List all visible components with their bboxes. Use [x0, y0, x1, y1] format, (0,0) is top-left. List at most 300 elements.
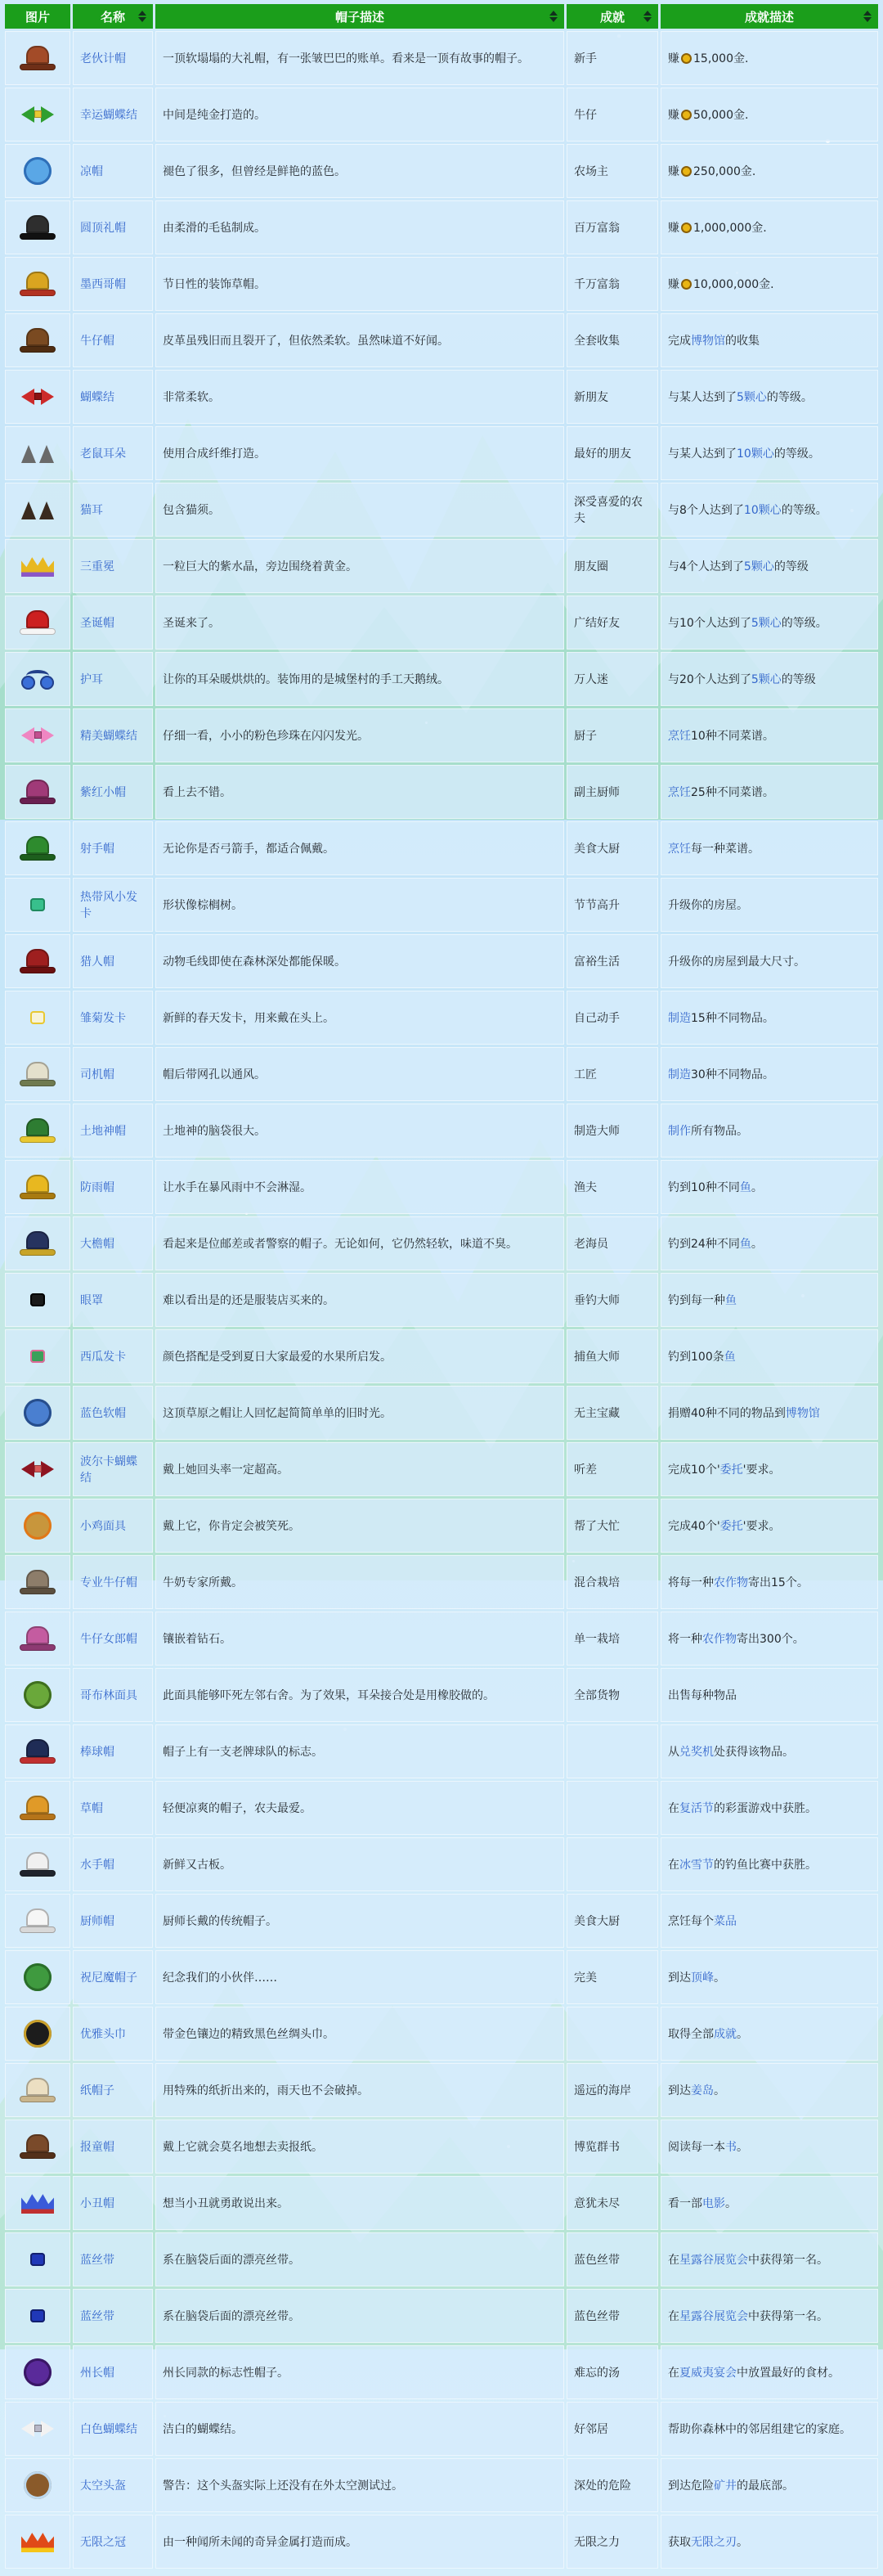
achievement-description-cell: [661, 821, 878, 875]
hat-description-text: 牛奶专家所戴。: [163, 1576, 243, 1589]
inline-text: 将每一种: [668, 1576, 714, 1589]
hat-image-cell: [5, 1837, 70, 1891]
inline-wiki-link[interactable]: 制作: [668, 1125, 691, 1138]
table-row: [5, 200, 878, 254]
inline-text: 。: [725, 2197, 737, 2210]
hat-description-cell: [155, 1160, 564, 1214]
hat-description-cell: [155, 2289, 564, 2343]
hat-icon-part: [21, 106, 34, 123]
inline-text: 25种不同菜谱。: [691, 786, 774, 799]
inline-text: 获取: [668, 2536, 691, 2549]
achievement-text: 好邻居: [574, 2423, 608, 2436]
table-row: [5, 1386, 878, 1440]
inline-wiki-link[interactable]: 委托: [719, 1520, 743, 1533]
achievement-text: 朋友圈: [574, 560, 608, 573]
achievement-text: 单一栽培: [574, 1633, 620, 1646]
hat-name-link[interactable]: 眼罩: [80, 1294, 103, 1307]
achievement-text: 美食大厨: [574, 1915, 620, 1928]
hat-icon-part: [26, 780, 49, 798]
table-row: [5, 2402, 878, 2456]
hat-icon[interactable]: [24, 2020, 52, 2048]
achievement-cell: [567, 1329, 658, 1383]
hat-description-text: 让你的耳朵暖烘烘的。装饰用的是城堡村的手工天鹅绒。: [163, 673, 449, 686]
hat-icon-part: [26, 1739, 49, 1757]
achievement-text: 垂钓大师: [574, 1294, 620, 1307]
achievement-description-cell: [661, 991, 878, 1045]
hat-icon[interactable]: [20, 725, 56, 746]
achievement-text: 自己动手: [574, 1012, 620, 1025]
hat-description-cell: [155, 370, 564, 424]
achievement-description-cell: [661, 2402, 878, 2456]
hat-name-link[interactable]: 猎人帽: [80, 955, 114, 969]
inline-wiki-link[interactable]: 星露谷展览会: [679, 2254, 748, 2267]
hat-icon[interactable]: [30, 2253, 45, 2266]
hat-description-text: 戴上她回头率一定超高。: [163, 1463, 289, 1477]
hat-name-link[interactable]: 雏菊发卡: [80, 1012, 126, 1025]
hat-icon-part: [26, 1626, 49, 1644]
inline-wiki-link[interactable]: 5颗心: [743, 560, 774, 573]
table-row: [5, 2345, 878, 2399]
hat-description-text: 看起来是位邮差或者警察的帽子。无论如何，它仍然轻软，味道不臭。: [163, 1238, 518, 1251]
hat-name-link[interactable]: 射手帽: [80, 843, 114, 856]
hat-icon[interactable]: [20, 947, 56, 975]
achievement-text: 深处的危险: [574, 2479, 631, 2493]
hat-description-cell: [155, 257, 564, 311]
hat-name-link[interactable]: 州长帽: [80, 2367, 114, 2380]
hat-description-text: 皮革虽残旧而且裂开了，但依然柔软。虽然味道不好闻。: [163, 335, 449, 348]
achievement-cell: [567, 2402, 658, 2456]
inline-text: 中放置最好的食材。: [737, 2367, 840, 2380]
sort-icon[interactable]: [138, 11, 146, 22]
hat-icon[interactable]: [24, 1681, 52, 1709]
inline-text: 10,000,000金.: [693, 278, 774, 291]
hat-name-link[interactable]: 无限之冠: [80, 2536, 126, 2549]
hat-description-text: 中间是纯金打造的。: [163, 109, 266, 122]
inline-wiki-link[interactable]: 星露谷展览会: [679, 2310, 748, 2323]
hat-icon-part: [20, 2152, 56, 2159]
inline-text: 的等级。: [773, 447, 820, 461]
achievement-description-cell: [661, 88, 878, 142]
inline-wiki-link[interactable]: 5颗心: [751, 617, 782, 630]
hat-description-cell: [155, 313, 564, 367]
inline-wiki-link[interactable]: 鱼: [739, 1238, 751, 1251]
inline-wiki-link[interactable]: 5颗心: [751, 673, 782, 686]
hat-icon-part: [40, 676, 54, 690]
hat-name-link[interactable]: 凉帽: [80, 165, 103, 178]
inline-wiki-link[interactable]: 成就: [714, 2028, 737, 2041]
inline-wiki-link[interactable]: 夏威夷宴会: [679, 2367, 737, 2380]
achievement-text: 美食大厨: [574, 843, 620, 856]
hat-icon[interactable]: [20, 44, 56, 72]
inline-wiki-link[interactable]: 鱼: [725, 1294, 737, 1307]
hat-icon-part: [26, 949, 49, 967]
hat-description-text: 戴上它就会莫名地想去卖报纸。: [163, 2141, 323, 2154]
hat-icon[interactable]: [20, 1117, 56, 1144]
table-row: [5, 257, 878, 311]
hat-image-cell: [5, 31, 70, 85]
hat-image-cell: [5, 1047, 70, 1101]
achievement-cell: [567, 652, 658, 706]
inline-text: 处获得该物品。: [714, 1746, 794, 1759]
inline-wiki-link[interactable]: 书: [725, 2141, 737, 2154]
hat-icon[interactable]: [30, 1350, 45, 1363]
inline-wiki-link[interactable]: 鱼: [724, 1351, 736, 1364]
inline-wiki-link[interactable]: 顶峰: [691, 1971, 714, 1985]
hat-name-link[interactable]: 大檐帽: [80, 1238, 114, 1251]
hat-name-link[interactable]: 西瓜发卡: [80, 1351, 126, 1364]
hat-name-link[interactable]: 牛仔帽: [80, 335, 114, 348]
inline-wiki-link[interactable]: 委托: [719, 1463, 743, 1477]
inline-text: 。: [751, 1181, 763, 1194]
inline-text: 赚: [668, 222, 679, 235]
inline-text: 钓到10种不同: [668, 1181, 740, 1194]
achievement-text: 无限之力: [574, 2536, 620, 2549]
sort-icon[interactable]: [863, 11, 872, 22]
hat-name-link[interactable]: 祝尼魔帽子: [80, 1971, 137, 1985]
table-row: [5, 1047, 878, 1101]
hat-name-link[interactable]: 热带风小发卡: [80, 891, 137, 920]
achievement-cell: [567, 1724, 658, 1778]
hat-name-link[interactable]: 水手帽: [80, 1859, 114, 1872]
inline-wiki-link[interactable]: 烹饪: [668, 843, 691, 856]
hat-icon-part: [20, 854, 56, 861]
hat-description-text: 无论你是否弓箭手，都适合佩戴。: [163, 843, 334, 856]
achievement-text: 全部货物: [574, 1689, 620, 1702]
hat-name-link[interactable]: 蓝丝带: [80, 2310, 114, 2323]
hat-icon-part: [39, 501, 54, 519]
hat-image-cell: [5, 1160, 70, 1214]
hat-name-link[interactable]: 波尔卡蝴蝶结: [80, 1455, 137, 1485]
achievement-description-cell: [661, 31, 878, 85]
column-header-image: [5, 4, 70, 29]
inline-wiki-link[interactable]: 制造: [668, 1068, 691, 1081]
table-row: [5, 991, 878, 1045]
inline-text: '要求。: [742, 1463, 781, 1477]
inline-text: 15,000金.: [693, 52, 749, 65]
hat-image-cell: [5, 1499, 70, 1553]
hat-image-cell: [5, 878, 70, 932]
inline-wiki-link[interactable]: 无限之刃: [691, 2536, 737, 2549]
hat-name-link[interactable]: 圆顶礼帽: [80, 222, 126, 235]
hat-description-cell: [155, 1047, 564, 1101]
hat-description-text: 一粒巨大的紫水晶，旁边围绕着黄金。: [163, 560, 357, 573]
column-header-achievement-description[interactable]: [661, 4, 878, 29]
inline-text: 到达危险: [668, 2479, 714, 2493]
hat-name-cell: [73, 2402, 153, 2456]
hat-name-link[interactable]: 牛仔女郎帽: [80, 1633, 137, 1646]
hat-icon[interactable]: [24, 1963, 52, 1991]
inline-wiki-link[interactable]: 电影: [702, 2197, 725, 2210]
achievement-text: 新手: [574, 52, 597, 65]
hat-name-link[interactable]: 老伙计帽: [80, 52, 126, 65]
hat-icon[interactable]: [20, 1568, 56, 1596]
hats-table: [2, 2, 881, 2571]
inline-text: 完成40个': [668, 1520, 720, 1533]
inline-text: 钓到每一种: [668, 1294, 725, 1307]
hat-icon[interactable]: [20, 1230, 56, 1257]
inline-wiki-link[interactable]: 博物馆: [785, 1407, 820, 1420]
hat-name-cell: [73, 1837, 153, 1891]
inline-text: 烹饪每个: [668, 1915, 714, 1928]
inline-wiki-link[interactable]: 烹饪: [668, 786, 691, 799]
hat-icon[interactable]: [20, 668, 56, 690]
table-row: [5, 1612, 878, 1666]
hat-name-link[interactable]: 土地神帽: [80, 1125, 126, 1138]
inline-text: 的等级: [781, 673, 816, 686]
hat-icon-part: [26, 1852, 49, 1870]
hat-name-link[interactable]: 三重冕: [80, 560, 114, 573]
hat-name-link[interactable]: 老鼠耳朵: [80, 447, 126, 461]
hat-description-cell: [155, 821, 564, 875]
hat-image-cell: [5, 1950, 70, 2004]
hat-icon[interactable]: [20, 214, 56, 241]
hat-icon[interactable]: [20, 778, 56, 806]
hat-icon-part: [26, 1796, 49, 1814]
hat-icon[interactable]: [21, 555, 54, 577]
hat-name-cell: [73, 934, 153, 988]
achievement-description-cell: [661, 1837, 878, 1891]
hat-image-cell: [5, 652, 70, 706]
achievement-text: 工匠: [574, 1068, 597, 1081]
inline-text: 。: [737, 2536, 748, 2549]
hat-icon-part: [41, 727, 54, 744]
hat-icon[interactable]: [20, 1907, 56, 1935]
achievement-cell: [567, 2232, 658, 2286]
hat-image-cell: [5, 483, 70, 537]
achievement-description-cell: [661, 934, 878, 988]
hat-name-link[interactable]: 蓝色软帽: [80, 1407, 126, 1420]
hat-image-cell: [5, 991, 70, 1045]
hat-name-link[interactable]: 棒球帽: [80, 1746, 114, 1759]
hat-icon[interactable]: [24, 1512, 52, 1540]
hat-icon[interactable]: [20, 270, 56, 298]
hat-icon[interactable]: [20, 1738, 56, 1765]
hat-icon[interactable]: [20, 1850, 56, 1878]
table-row: [5, 1837, 878, 1891]
inline-text: 在: [668, 1859, 679, 1872]
inline-text: 与20个人达到了: [668, 673, 751, 686]
hat-name-link[interactable]: 圣诞帽: [80, 617, 114, 630]
hat-image-cell: [5, 1612, 70, 1666]
hat-description-cell: [155, 1950, 564, 2004]
hat-image-cell: [5, 88, 70, 142]
achievement-text: 百万富翁: [574, 222, 620, 235]
table-row: [5, 1950, 878, 2004]
inline-text: 看一部: [668, 2197, 702, 2210]
achievement-cell: [567, 2289, 658, 2343]
achievement-description-cell: [661, 1104, 878, 1158]
hat-icon[interactable]: [24, 2471, 52, 2499]
hat-image-cell: [5, 1273, 70, 1327]
hat-description-text: 系在脑袋后面的漂亮丝带。: [163, 2254, 300, 2267]
hat-name-link[interactable]: 蓝丝带: [80, 2254, 114, 2267]
hat-icon[interactable]: [20, 609, 56, 636]
hat-image-cell: [5, 313, 70, 367]
hat-name-cell: [73, 1612, 153, 1666]
hat-icon[interactable]: [30, 2309, 45, 2322]
hat-name-cell: [73, 765, 153, 819]
hat-name-link[interactable]: 精美蝴蝶结: [80, 730, 137, 743]
hat-name-link[interactable]: 紫红小帽: [80, 786, 126, 799]
inline-wiki-link[interactable]: 5颗心: [737, 391, 767, 404]
inline-text: 取得全部: [668, 2028, 714, 2041]
inline-wiki-link[interactable]: 10颗心: [737, 447, 774, 461]
inline-wiki-link[interactable]: 矿井: [714, 2479, 737, 2493]
achievement-description-cell: [661, 2232, 878, 2286]
hat-description-text: 镶嵌着钻石。: [163, 1633, 231, 1646]
achievement-text: 听差: [574, 1463, 597, 1477]
inline-wiki-link[interactable]: 农作物: [714, 1576, 748, 1589]
hat-icon[interactable]: [20, 386, 56, 407]
inline-text: 升级你的房屋。: [668, 899, 748, 912]
hat-name-link[interactable]: 防雨帽: [80, 1181, 114, 1194]
achievement-description-cell: [661, 596, 878, 650]
inline-text: 与10个人达到了: [668, 617, 751, 630]
hat-name-link[interactable]: 哥布林面具: [80, 1689, 137, 1702]
hat-description-text: 一顶软塌塌的大礼帽，有一张皱巴巴的账单。看来是一顶有故事的帽子。: [163, 52, 529, 65]
hat-name-link[interactable]: 幸运蝴蝶结: [80, 109, 137, 122]
column-header-label: 成就: [599, 9, 625, 25]
hat-image-cell: [5, 1216, 70, 1270]
hat-icon[interactable]: [20, 2133, 56, 2160]
achievement-text: 富裕生活: [574, 955, 620, 969]
hat-icon[interactable]: [30, 1293, 45, 1306]
hat-name-link[interactable]: 墨西哥帽: [80, 278, 126, 291]
achievement-text: 制造大师: [574, 1125, 620, 1138]
achievement-text: 蓝色丝带: [574, 2254, 620, 2267]
hat-name-link[interactable]: 小丑帽: [80, 2197, 114, 2210]
column-header-achievement[interactable]: [567, 4, 658, 29]
hat-icon[interactable]: [20, 2418, 56, 2439]
inline-text: 赚: [668, 165, 679, 178]
hat-name-link[interactable]: 草帽: [80, 1802, 103, 1815]
inline-wiki-link[interactable]: 菜品: [714, 1915, 737, 1928]
hat-icon[interactable]: [20, 2076, 56, 2104]
inline-wiki-link[interactable]: 鱼: [739, 1181, 751, 1194]
hat-icon[interactable]: [30, 1011, 45, 1024]
hat-icon-part: [26, 836, 49, 854]
hat-icon[interactable]: [20, 1459, 56, 1480]
inline-wiki-link[interactable]: 冰雪节: [679, 1859, 714, 1872]
hat-description-text: 包含猫须。: [163, 504, 220, 517]
hat-description-text: 这顶草原之帽让人回忆起简简单单的旧时光。: [163, 1407, 392, 1420]
hat-icon-part: [21, 676, 35, 690]
hat-description-text: 州长同款的标志性帽子。: [163, 2367, 289, 2380]
inline-wiki-link[interactable]: 兑奖机: [679, 1746, 714, 1759]
achievement-text: 农场主: [574, 165, 608, 178]
hat-name-cell: [73, 1950, 153, 2004]
hat-name-link[interactable]: 蝴蝶结: [80, 391, 114, 404]
inline-wiki-link[interactable]: 农作物: [702, 1633, 737, 1646]
hat-icon-part: [20, 967, 56, 973]
hat-name-link[interactable]: 白色蝴蝶结: [80, 2423, 137, 2436]
inline-wiki-link[interactable]: 烹饪: [668, 730, 691, 743]
hat-name-link[interactable]: 专业牛仔帽: [80, 1576, 137, 1589]
hat-name-cell: [73, 1781, 153, 1835]
hat-name-link[interactable]: 太空头盔: [80, 2479, 126, 2493]
table-row: [5, 1160, 878, 1214]
hat-icon[interactable]: [20, 1060, 56, 1088]
hat-description-cell: [155, 144, 564, 198]
table-row: [5, 2289, 878, 2343]
hat-icon-part: [34, 393, 42, 400]
inline-wiki-link[interactable]: 复活节: [679, 1802, 714, 1815]
hat-icon[interactable]: [20, 1173, 56, 1201]
hat-icon[interactable]: [24, 157, 52, 185]
sort-icon[interactable]: [643, 11, 652, 22]
hat-name-link[interactable]: 纸帽子: [80, 2084, 114, 2097]
hat-icon[interactable]: [20, 1794, 56, 1822]
hat-icon-part: [34, 2425, 42, 2432]
inline-text: 钓到24种不同: [668, 1238, 740, 1251]
hat-icon[interactable]: [20, 498, 56, 521]
gold-coin-icon: [681, 223, 692, 233]
hat-name-link[interactable]: 猫耳: [80, 504, 103, 517]
hat-icon[interactable]: [21, 2531, 54, 2552]
achievement-cell: [567, 596, 658, 650]
hat-icon[interactable]: [30, 898, 45, 911]
hat-description-text: 圣诞来了。: [163, 617, 220, 630]
achievement-description-cell: [661, 1612, 878, 1666]
hat-name-cell: [73, 1273, 153, 1327]
inline-wiki-link[interactable]: 姜岛: [691, 2084, 714, 2097]
table-row: [5, 1216, 878, 1270]
hat-icon-part: [39, 445, 54, 463]
hat-image-cell: [5, 1104, 70, 1158]
hat-description-text: 此面具能够吓死左邻右舍。为了效果，耳朵接合处是用橡胶做的。: [163, 1689, 495, 1702]
achievement-description-cell: [661, 2345, 878, 2399]
sort-icon[interactable]: [549, 11, 558, 22]
inline-wiki-link[interactable]: 制造: [668, 1012, 691, 1025]
hat-icon[interactable]: [20, 104, 56, 125]
column-header-name[interactable]: [73, 4, 153, 29]
inline-text: 与某人达到了: [668, 391, 737, 404]
table-row: [5, 596, 878, 650]
achievement-cell: [567, 31, 658, 85]
achievement-cell: [567, 1668, 658, 1722]
hat-name-link[interactable]: 小鸡面具: [80, 1520, 126, 1533]
hat-icon-part: [20, 1080, 56, 1086]
table-row: [5, 1724, 878, 1778]
hat-name-link[interactable]: 护耳: [80, 673, 103, 686]
hat-description-cell: [155, 426, 564, 480]
achievement-cell: [567, 426, 658, 480]
hat-image-cell: [5, 1781, 70, 1835]
hat-icon[interactable]: [24, 1399, 52, 1427]
hat-icon[interactable]: [20, 326, 56, 354]
hat-image-cell: [5, 934, 70, 988]
hat-icon[interactable]: [20, 1625, 56, 1652]
hat-icon[interactable]: [20, 834, 56, 862]
hat-description-cell: [155, 1499, 564, 1553]
hat-name-link[interactable]: 司机帽: [80, 1068, 114, 1081]
hat-name-link[interactable]: 优雅头巾: [80, 2028, 126, 2041]
column-header-hat-description[interactable]: [155, 4, 564, 29]
hat-icon[interactable]: [21, 2192, 54, 2214]
hat-icon[interactable]: [20, 442, 56, 465]
table-row: [5, 483, 878, 537]
inline-wiki-link[interactable]: 10颗心: [743, 504, 782, 517]
hat-name-link[interactable]: 厨师帽: [80, 1915, 114, 1928]
hat-icon[interactable]: [24, 2358, 52, 2386]
inline-text: 捐赠40种不同的物品到: [668, 1407, 786, 1420]
inline-text: 升级你的房屋到最大尺寸。: [668, 955, 805, 969]
hat-icon-part: [26, 46, 49, 64]
achievement-cell: [567, 1216, 658, 1270]
hat-description-cell: [155, 1781, 564, 1835]
inline-wiki-link[interactable]: 博物馆: [691, 335, 725, 348]
hat-name-link[interactable]: 报童帽: [80, 2141, 114, 2154]
